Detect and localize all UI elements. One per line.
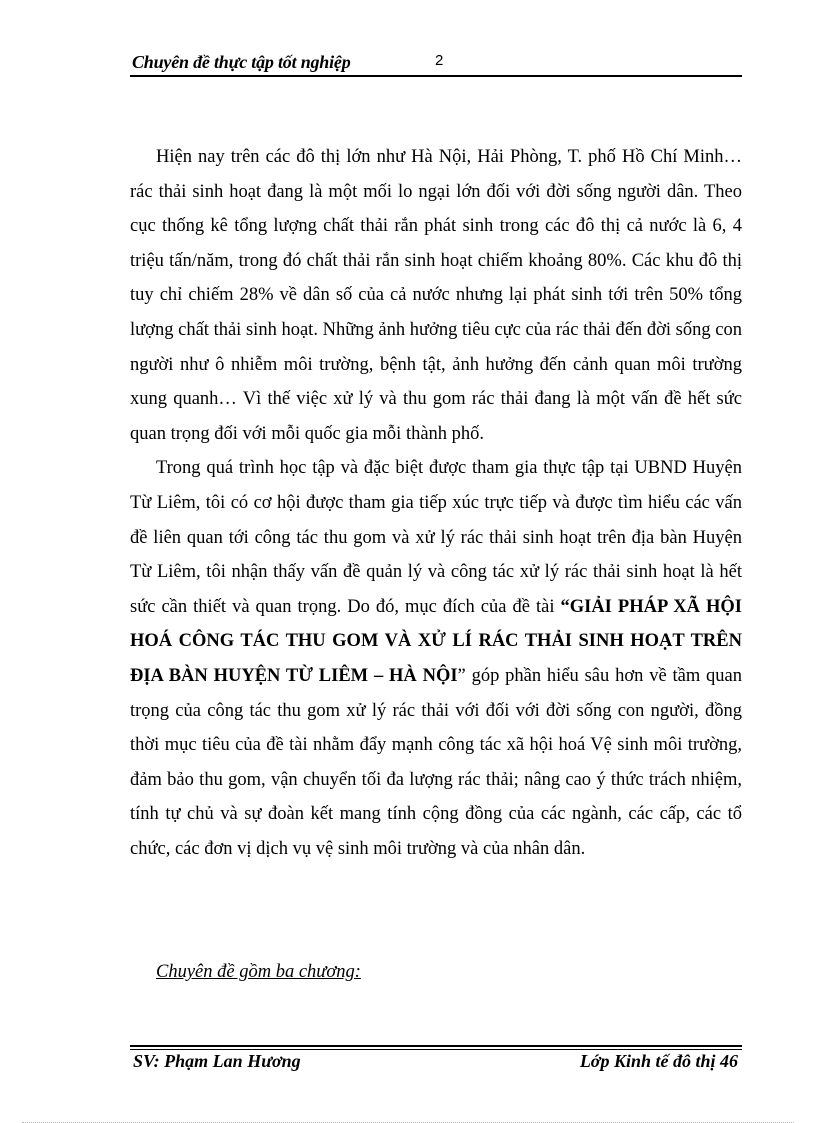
footer-student-name: SV: Phạm Lan Hương <box>133 1051 301 1071</box>
page-header <box>132 50 742 76</box>
header-divider <box>130 75 742 77</box>
chapter-heading: Chuyên đề gồm ba chương: <box>156 962 361 982</box>
paragraph-purpose-text-before: Trong quá trình học tập và đặc biệt được tham gia thực tập tại UBND Huyện Từ Liêm, tôi có cơ hội được tham gia tiếp xúc trực tiếp và được tìm hiểu các vấn đề liên quan tới công tác thu gom và xử lý rác thải sinh hoạt trên địa bàn Huyện Từ Liêm, tôi nhận thấy vấn đề quản lý và công tác xử lý rác thải sinh hoạt là hết sức cần thiết và quan trọng. Do đó, mục đích của đề tài <box>130 458 742 617</box>
footer-divider-thin <box>130 1049 742 1050</box>
thesis-title: “GIẢI PHÁP XÃ HỘI HOÁ CÔNG TÁC THU GOM VÀ XỬ LÍ RÁC THẢI SINH HOẠT TRÊN ĐỊA BÀN HUYỆN TỪ LIÊM – HÀ NỘI <box>130 596 742 686</box>
header-title: Chuyên đề thực tập tốt nghiệp <box>132 52 351 72</box>
footer-divider-thick <box>130 1045 742 1047</box>
paragraph-intro: Hiện nay trên các đô thị lớn như Hà Nội, Hải Phòng, T. phố Hồ Chí Minh… rác thải sinh hoạt đang là một mối lo ngại lớn đối với đời sống người dân. Theo cục thống kê tổng lượng chất thải rắn phát sinh trong các đô thị cả nước là 6, 4 triệu tấn/năm, trong đó chất thải rắn sinh hoạt chiếm khoảng 80%. Các khu đô thị tuy chỉ chiếm 28% về dân số của cả nước nhưng lại phát sinh tới trên 50% tổng lượng chất thải sinh hoạt. Những ảnh hưởng tiêu cực của rác thải đến đời sống con người như ô nhiễm môi trường, bệnh tật, ảnh hưởng đến cảnh quan môi trường xung quanh… Vì thế việc xử lý và thu gom rác thải đang là một vấn đề hết sức quan trọng đối với mỗi quốc gia mỗi thành phố. <box>130 147 742 444</box>
paragraph-purpose-text-after: ” góp phần hiểu sâu hơn về tầm quan trọng của công tác thu gom xử lý rác thải với đối với đời sống con người, đồng thời mục tiêu của đề tài nhằm đẩy mạnh công tác xã hội hoá Vệ sinh môi trường, đảm bảo thu gom, vận chuyển tối đa lượng rác thải; nâng cao ý thức trách nhiệm, tính tự chủ và sự đoàn kết mang tính cộng đồng của các ngành, các cấp, các tổ chức, các đơn vị dịch vụ vệ sinh môi trường và của nhân dân. <box>130 665 742 859</box>
page-number: 2 <box>435 52 444 69</box>
body-text <box>130 140 742 866</box>
footer-class-name: Lớp Kinh tế đô thị 46 <box>579 1051 738 1071</box>
paragraph-purpose <box>130 451 742 866</box>
